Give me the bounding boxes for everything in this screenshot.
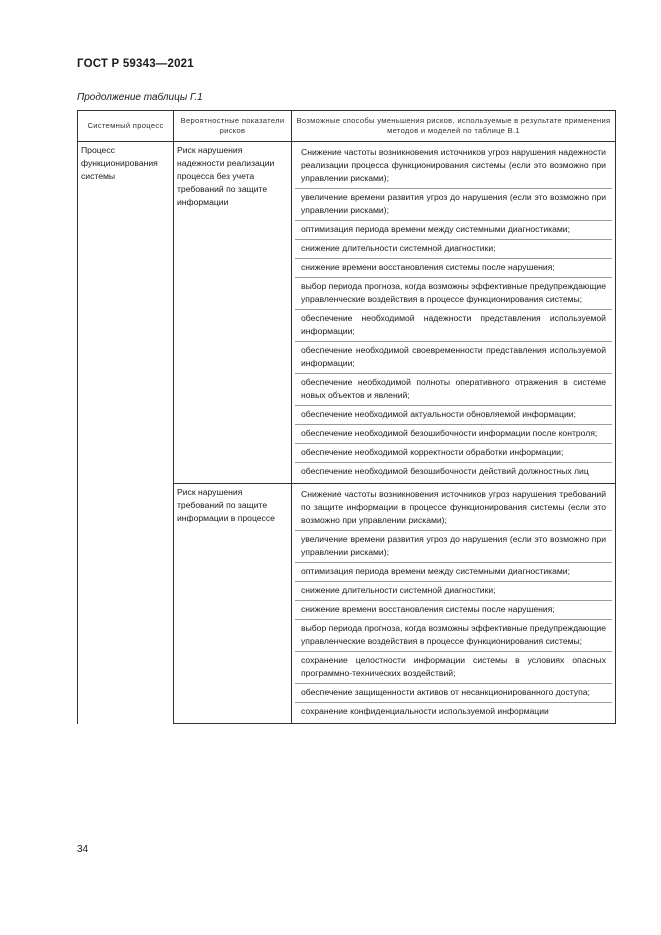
measure-item: обеспечение необходимой полноты оперативного отражения в системе новых объектов и явлений; (295, 374, 612, 406)
document-standard-title: ГОСТ Р 59343—2021 (77, 58, 194, 70)
measure-item: снижение времени восстановления системы после нарушения; (295, 601, 612, 620)
table-row (78, 142, 616, 484)
indicator-cell: Риск нарушения требований по защите информации в процессе (174, 484, 292, 724)
measure-item: Снижение частоты возникновения источников угроз нарушения требований по защите информации в процессе функционирования системы (если это возможно при управлении рисками); (295, 486, 612, 531)
measures-cell (292, 142, 616, 484)
measure-item: снижение времени восстановления системы после нарушения; (295, 259, 612, 278)
measure-item: сохранение конфиденциальности используемой информации (301, 706, 549, 716)
measure-item: обеспечение необходимой безошибочности действий должностных лиц (301, 466, 589, 476)
measure-item: обеспечение необходимой корректности обработки информации; (295, 444, 612, 463)
measure-item: снижение длительности системной диагностики; (295, 240, 612, 259)
measure-item: увеличение времени развития угроз до нарушения (если это возможно при управлении рисками); (295, 531, 612, 563)
column-header-indicators: Вероятностные показатели рисков (174, 111, 292, 142)
measures-cell (292, 484, 616, 724)
risk-table (77, 110, 616, 724)
measure-item: обеспечение необходимой своевременности представления используемой информации; (295, 342, 612, 374)
measure-item: оптимизация периода времени между системными диагностиками; (295, 221, 612, 240)
measure-item: сохранение целостности информации системы в условиях опасных программно-технических воздействий; (295, 652, 612, 684)
measure-item: обеспечение необходимой надежности представления используемой информации; (295, 310, 612, 342)
measure-item: обеспечение необходимой актуальности обновляемой информации; (295, 406, 612, 425)
measure-item: Снижение частоты возникновения источников угроз нарушения надежности реализации процесса функционирования системы (если это возможно при управлении рисками); (295, 144, 612, 189)
measure-item: оптимизация периода времени между системными диагностиками; (295, 563, 612, 582)
table-header-row (78, 111, 616, 142)
measure-item: снижение длительности системной диагностики; (295, 582, 612, 601)
measure-item: обеспечение защищенности активов от несанкционированного доступа; (295, 684, 612, 703)
measure-item: выбор периода прогноза, когда возможны эффективные предупреждающие управленческие воздействия в процессе функционирования системы; (295, 620, 612, 652)
process-cell: Процесс функционирования системы (78, 142, 174, 724)
table-caption: Продолжение таблицы Г.1 (77, 92, 203, 103)
measure-item: увеличение времени развития угроз до нарушения (если это возможно при управлении рисками); (295, 189, 612, 221)
column-header-process: Системный процесс (78, 111, 174, 142)
measure-item: выбор периода прогноза, когда возможны эффективные предупреждающие управленческие воздействия в процессе функционирования системы; (295, 278, 612, 310)
indicator-cell: Риск нарушения надежности реализации процесса без учета требований по защите информации (174, 142, 292, 484)
page-number: 34 (77, 844, 89, 855)
column-header-measures: Возможные способы уменьшения рисков, используемые в результате применения методов и моделей по таблице В.1 (292, 111, 616, 142)
measure-item: обеспечение необходимой безошибочности информации после контроля; (295, 425, 612, 444)
